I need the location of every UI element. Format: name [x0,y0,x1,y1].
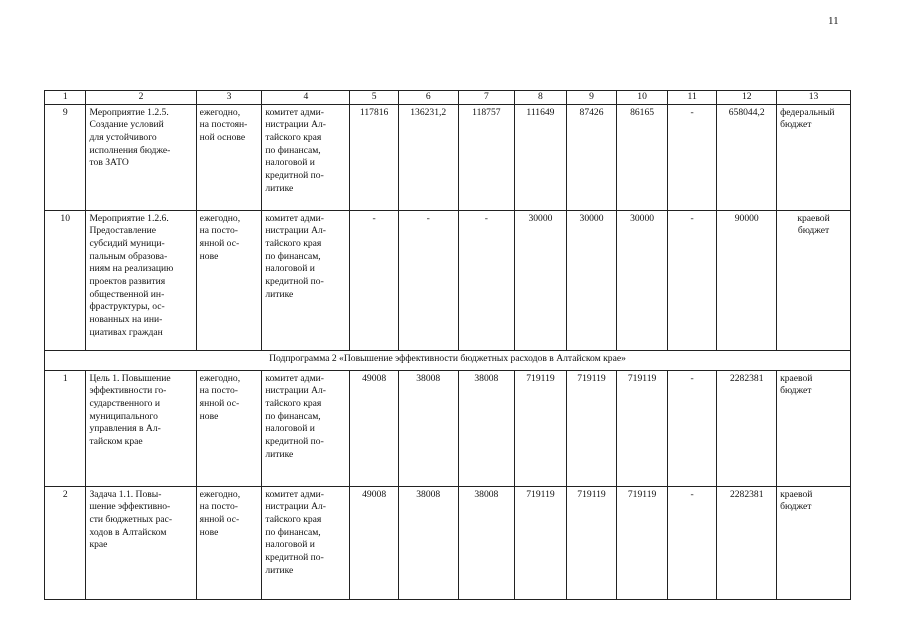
column-header: 12 [717,91,777,105]
cell-line: пальным образова- [89,250,168,262]
budget-table [44,90,851,600]
cell-line: нистрации Ал- [265,385,326,397]
source-cell [777,370,851,486]
value-cell: - [667,370,717,486]
period-cell [196,486,262,599]
event-cell [86,486,196,599]
cell-line: управления в Ал- [89,423,161,435]
column-header: 8 [515,91,567,105]
column-header: 4 [262,91,350,105]
cell-line: нистрации Ал- [265,501,326,513]
value-cell: 111649 [515,104,567,210]
cell-line: по финансам, [265,410,321,422]
value-cell: 30000 [617,210,668,350]
cell-line: муниципального [89,410,158,422]
cell-line: нове [199,410,219,422]
cell-line: налоговой и [265,423,315,435]
cell-line: бюджет [797,225,830,237]
total-cell: 658044,2 [717,104,777,210]
total-cell: 2282381 [717,486,777,599]
value-cell: 118757 [458,104,515,210]
cell-line: краевой [797,212,830,224]
cell-line: нованных на ини- [89,313,163,325]
table-row [45,104,851,210]
cell-line: тайского края [265,237,322,249]
source-cell [777,104,851,210]
value-cell: 117816 [350,104,399,210]
column-header-row [45,91,851,105]
cell-line: нове [199,250,219,262]
executor-cell [262,210,350,350]
cell-line: на постоян- [199,119,248,131]
cell-line: нистрации Ал- [265,225,326,237]
value-cell: 719119 [515,486,567,599]
cell-line: общественной ин- [89,288,165,300]
cell-line: ниям на реализацию [89,263,174,275]
value-cell: 49008 [350,486,399,599]
table-row [45,210,851,350]
column-header: 3 [196,91,262,105]
value-cell: 719119 [515,370,567,486]
period-cell [196,210,262,350]
cell-line: сти бюджетных рас- [89,513,173,525]
value-cell: 87426 [566,104,617,210]
period-cell [196,370,262,486]
cell-line: кредитной по- [265,275,324,287]
value-cell: 30000 [566,210,617,350]
cell-line: Предоставление [89,225,157,237]
subprogram-row [45,350,851,370]
value-cell: 38008 [458,370,515,486]
value-cell: 49008 [350,370,399,486]
value-cell: - [667,486,717,599]
cell-line: сударственного и [89,397,160,409]
cell-line: Задача 1.1. Повы- [89,488,162,500]
column-header: 1 [45,91,86,105]
cell-line: ежегодно, [199,488,241,500]
value-cell: 719119 [566,370,617,486]
cell-line: бюджет [780,385,812,397]
row-number: 1 [45,370,86,486]
value-cell: 719119 [617,370,668,486]
value-cell: 38008 [458,486,515,599]
column-header: 5 [350,91,399,105]
cell-line: тов ЗАТО [89,157,129,169]
cell-line: эффективности го- [89,385,167,397]
cell-line: янной ос- [199,397,240,409]
cell-line: тайского края [265,513,322,525]
row-number: 2 [45,486,86,599]
column-header: 9 [566,91,617,105]
cell-line: комитет адми- [265,488,324,500]
column-header: 11 [667,91,717,105]
cell-line: субсидий муници- [89,237,165,249]
cell-line: по финансам, [265,144,321,156]
cell-line: бюджет [780,119,812,131]
value-cell: 719119 [566,486,617,599]
cell-line: Создание условий [89,119,164,131]
column-header: 2 [86,91,196,105]
row-number: 9 [45,104,86,210]
cell-line: ежегодно, [199,106,241,118]
total-cell: 2282381 [717,370,777,486]
cell-line: налоговой и [265,539,315,551]
cell-line: Цель 1. Повышение [89,372,171,384]
cell-line: ходов в Алтайском [89,526,167,538]
cell-line: ежегодно, [199,372,241,384]
source-cell [777,486,851,599]
value-cell: - [398,210,458,350]
page-number: 11 [828,15,839,27]
executor-cell [262,370,350,486]
value-cell: - [667,104,717,210]
cell-line: кредитной по- [265,435,324,447]
cell-line: Мероприятие 1.2.6. [89,212,169,224]
cell-line: бюджет [780,501,812,513]
cell-line: ной основе [199,131,246,143]
cell-line: литике [265,288,294,300]
cell-line: налоговой и [265,157,315,169]
table-row [45,486,851,599]
value-cell: 136231,2 [398,104,458,210]
column-header: 10 [617,91,668,105]
cell-line: Мероприятие 1.2.5. [89,106,169,118]
cell-line: краевой [780,372,813,384]
cell-line: тайского края [265,397,322,409]
period-cell [196,104,262,210]
row-number: 10 [45,210,86,350]
event-cell [86,370,196,486]
column-header: 13 [777,91,851,105]
cell-line: литике [265,182,294,194]
cell-line: исполнения бюдже- [89,144,171,156]
cell-line: на посто- [199,385,238,397]
cell-line: тайского края [265,131,322,143]
cell-line: кредитной по- [265,169,324,181]
cell-line: комитет адми- [265,372,324,384]
event-cell [86,104,196,210]
cell-line: комитет адми- [265,106,324,118]
cell-line: краевой [780,488,813,500]
cell-line: крае [89,539,108,551]
executor-cell [262,104,350,210]
column-header: 7 [458,91,515,105]
event-cell [86,210,196,350]
value-cell: 719119 [617,486,668,599]
value-cell: - [350,210,399,350]
cell-line: для устойчивого [89,131,157,143]
source-cell [777,210,851,350]
cell-line: циативах граждан [89,326,163,338]
cell-line: нове [199,526,219,538]
cell-line: фраструктуры, ос- [89,301,165,313]
executor-cell [262,486,350,599]
cell-line: проектов развития [89,275,166,287]
value-cell: 38008 [398,370,458,486]
subprogram-title: Подпрограмма 2 «Повышение эффективности бюджетных расходов в Алтайском крае» [45,350,851,370]
value-cell: - [458,210,515,350]
cell-line: по финансам, [265,250,321,262]
cell-line: янной ос- [199,513,240,525]
table-row [45,370,851,486]
value-cell: 30000 [515,210,567,350]
cell-line: на посто- [199,225,238,237]
cell-line: нистрации Ал- [265,119,326,131]
cell-line: по финансам, [265,526,321,538]
cell-line: комитет адми- [265,212,324,224]
cell-line: на посто- [199,501,238,513]
cell-line: тайском крае [89,435,143,447]
value-cell: 38008 [398,486,458,599]
value-cell: - [667,210,717,350]
cell-line: федеральный [780,106,835,118]
value-cell: 86165 [617,104,668,210]
cell-line: янной ос- [199,237,240,249]
total-cell: 90000 [717,210,777,350]
cell-line: литике [265,448,294,460]
cell-line: литике [265,564,294,576]
cell-line: кредитной по- [265,551,324,563]
cell-line: шение эффективно- [89,501,171,513]
cell-line: налоговой и [265,263,315,275]
column-header: 6 [398,91,458,105]
cell-line: ежегодно, [199,212,241,224]
